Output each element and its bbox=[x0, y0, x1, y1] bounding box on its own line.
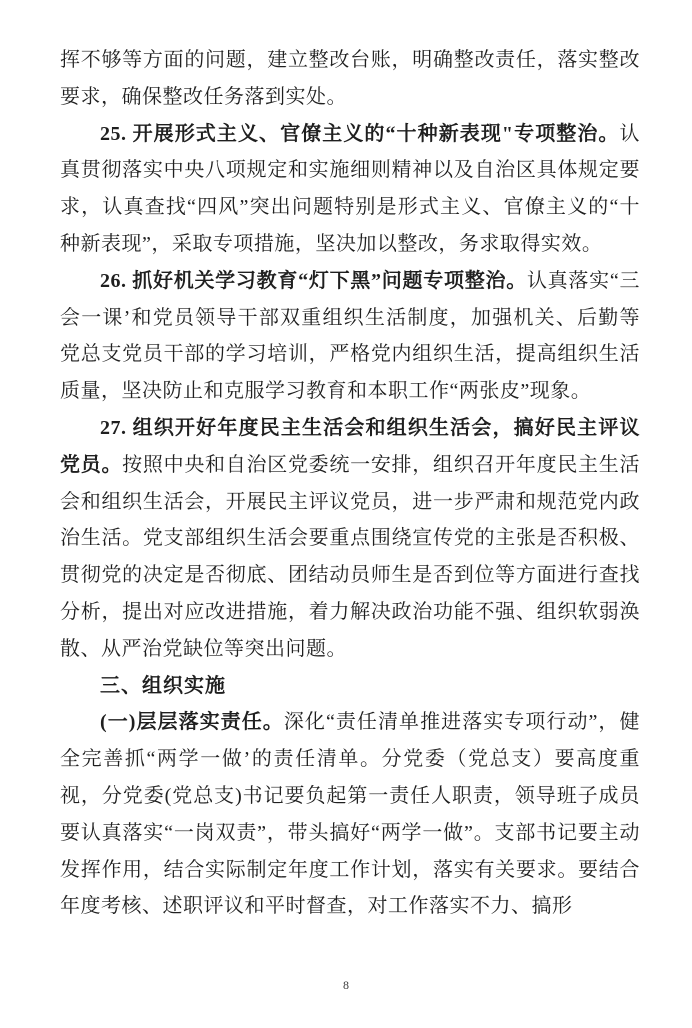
page-number: 8 bbox=[343, 978, 349, 992]
paragraph-lead-bold-text: 25. 开展形式主义、官僚主义的“十种新表现"专项整治。 bbox=[100, 122, 620, 145]
paragraph-lead-bold-text: 三、组织实施 bbox=[100, 674, 226, 697]
document-body bbox=[60, 42, 640, 925]
paragraph-continuation bbox=[60, 42, 640, 116]
item-25 bbox=[60, 116, 640, 263]
paragraph-body-text: 认真贯彻落实中央八项规定和实施细则精神以及自治区具体规定要求，认真查找“四风”突出问题特别是形式主义、官僚主义的“十种新表现”，采取专项措施，坚决加以整改，务求取得实效。 bbox=[60, 122, 640, 255]
paragraph-body-text: 认真落实“三会一课’和党员领导干部双重组织生活制度，加强机关、后勤等党总支党员干部的学习培训，严格党内组织生活，提高组织生活质量，坚决防止和克服学习教育和本职工作“两张皮”现象。 bbox=[60, 269, 640, 403]
paragraph-lead-bold-text: 27. 组织开好年度民主生活会和组织生活会，搞好民主评议党员。 bbox=[60, 416, 640, 476]
item-27 bbox=[60, 410, 640, 668]
paragraph-body-text: 挥不够等方面的问题，建立整改台账，明确整改责任，落实整改要求，确保整改任务落到实处。 bbox=[60, 49, 640, 108]
section-heading-three bbox=[60, 668, 640, 705]
item-responsibility bbox=[60, 704, 640, 925]
paragraph-body-text: 按照中央和自治区党委统一安排，组织召开年度民主生活会和组织生活会，开展民主评议党员，进一步严肃和规范党内政治生活。党支部组织生活会要重点围绕宣传党的主张是否积极、贯彻党的决定是否彻底、团结动员师生是否到位等方面进行查找分析，提出对应改进措施，着力解决政治功能不强、组织软弱涣散、从严治党缺位等突出问题。 bbox=[60, 453, 641, 660]
paragraph-lead-bold-text: (一)层层落实责任。 bbox=[100, 711, 284, 734]
paragraph-body-text: 深化“责任清单推进落实专项行动”，健全完善抓“两学一做’的责任清单。分党委（党总支）要高度重视，分党委(党总支)书记要负起第一责任人职责，领导班子成员要认真落实“一岗双责”，带头搞好“两学一做”。支部书记要主动发挥作用，结合实际制定年度工作计划，落实有关要求。要结合年度考核、述职评议和平时督查，对工作落实不力、搞形 bbox=[60, 711, 640, 918]
paragraph-lead-bold-text: 26. 抓好机关学习教育“灯下黑”问题专项整治。 bbox=[100, 269, 527, 292]
item-26 bbox=[60, 263, 640, 410]
